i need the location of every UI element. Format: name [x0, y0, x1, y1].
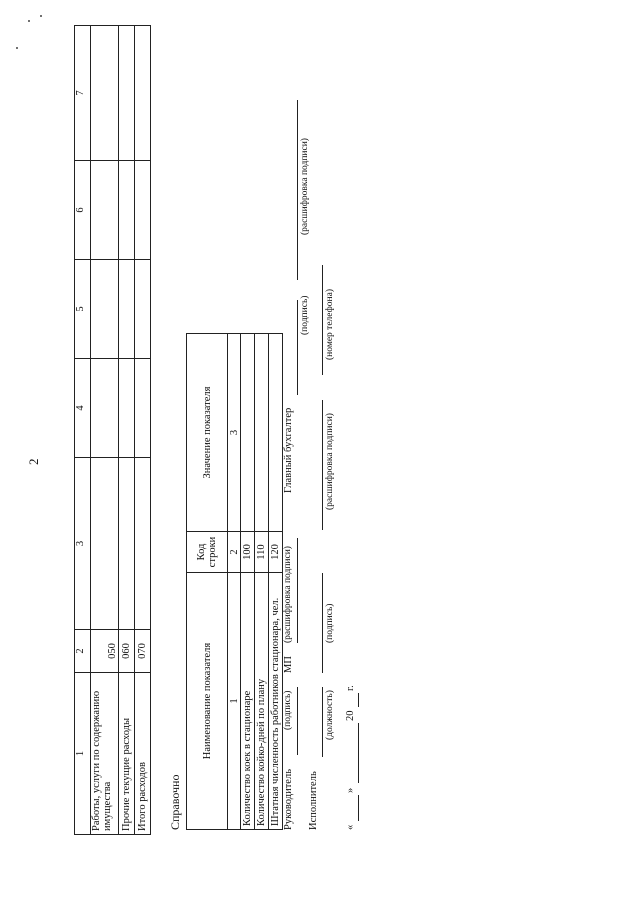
table-header-row — [75, 26, 91, 835]
stamp-label: МП — [283, 656, 294, 673]
head-signature-line — [297, 687, 298, 755]
empty-cell — [119, 458, 135, 630]
date-open-quote: « — [345, 824, 356, 830]
line-code-header: Код строки — [187, 532, 228, 573]
row-name: Штатная численность работников стационара, чел. — [269, 573, 283, 830]
phone-caption: (номер телефона) — [325, 289, 335, 360]
empty-cell — [241, 334, 255, 532]
reference-title: Справочно — [168, 774, 182, 830]
column-number: 6 — [75, 161, 91, 260]
signature-caption: (подпись) — [325, 603, 335, 643]
date-close-quote: » — [345, 787, 356, 793]
row-name: Итого расходов — [135, 673, 151, 835]
row-code: 120 — [269, 532, 283, 573]
date-year-line — [358, 693, 359, 707]
executor-phone-line — [322, 265, 323, 375]
empty-cell — [119, 26, 135, 161]
column-numbers-row — [228, 334, 241, 830]
empty-cell — [135, 359, 151, 458]
scan-speck — [16, 47, 18, 49]
column-number: 4 — [75, 359, 91, 458]
transcript-caption: (расшифровка подписи) — [325, 413, 335, 510]
column-number: 5 — [75, 260, 91, 359]
scan-speck — [28, 20, 30, 22]
signature-caption: (подпись) — [300, 295, 310, 335]
column-number: 2 — [75, 630, 91, 673]
date-day-line — [358, 795, 359, 821]
empty-cell — [135, 458, 151, 630]
table-row — [135, 26, 151, 835]
executor-position-line — [322, 687, 323, 757]
empty-cell — [135, 260, 151, 359]
column-number: 7 — [75, 26, 91, 161]
indicator-name-header: Наименование показателя — [187, 573, 228, 830]
signature-caption: (подпись) — [283, 690, 293, 730]
row-code: 100 — [241, 532, 255, 573]
table-row — [269, 334, 283, 830]
indicator-value-header: Значение показателя — [187, 334, 228, 532]
reference-table — [186, 333, 283, 830]
transcript-caption: (расшифровка подписи) — [283, 546, 293, 643]
row-name: Количество койко-дней по плану — [255, 573, 269, 830]
table-row — [119, 26, 135, 835]
column-number: 1 — [75, 673, 91, 835]
expenses-table — [74, 25, 151, 835]
accountant-signature-line — [297, 300, 298, 395]
row-code: 070 — [135, 630, 151, 673]
row-name: Количество коек в стационаре — [241, 573, 255, 830]
table-row — [255, 334, 269, 830]
column-number: 3 — [75, 458, 91, 630]
position-caption: (должность) — [325, 690, 335, 740]
row-name: Работы, услуги по содержанию имущества — [91, 673, 119, 835]
column-number: 2 — [228, 532, 241, 573]
column-number: 3 — [228, 334, 241, 532]
date-year-suffix: г. — [345, 685, 356, 691]
empty-cell — [119, 161, 135, 260]
head-label: Руководитель — [283, 769, 294, 830]
empty-cell — [91, 260, 119, 359]
row-code: 050 — [91, 630, 119, 673]
empty-cell — [91, 458, 119, 630]
page-number: 2 — [26, 458, 41, 465]
date-year-prefix: 20 — [345, 710, 356, 721]
empty-cell — [91, 359, 119, 458]
executor-transcript-line — [322, 400, 323, 530]
empty-cell — [135, 161, 151, 260]
table-header-row — [187, 334, 228, 830]
row-code: 060 — [119, 630, 135, 673]
table-row — [241, 334, 255, 830]
empty-cell — [119, 359, 135, 458]
row-code: 110 — [255, 532, 269, 573]
date-month-line — [358, 723, 359, 783]
empty-cell — [269, 334, 283, 532]
empty-cell — [119, 260, 135, 359]
empty-cell — [135, 26, 151, 161]
scan-speck — [40, 15, 42, 17]
table-row — [91, 26, 119, 835]
empty-cell — [91, 26, 119, 161]
accountant-transcript-line — [297, 100, 298, 280]
empty-cell — [91, 161, 119, 260]
executor-signature-line — [322, 573, 323, 673]
executor-label: Исполнитель — [308, 771, 319, 830]
chief-accountant-label: Главный бухгалтер — [283, 407, 294, 493]
head-transcript-line — [297, 538, 298, 643]
empty-cell — [255, 334, 269, 532]
column-number: 1 — [228, 573, 241, 830]
transcript-caption: (расшифровка подписи) — [300, 138, 310, 235]
row-name: Прочие текущие расходы — [119, 673, 135, 835]
